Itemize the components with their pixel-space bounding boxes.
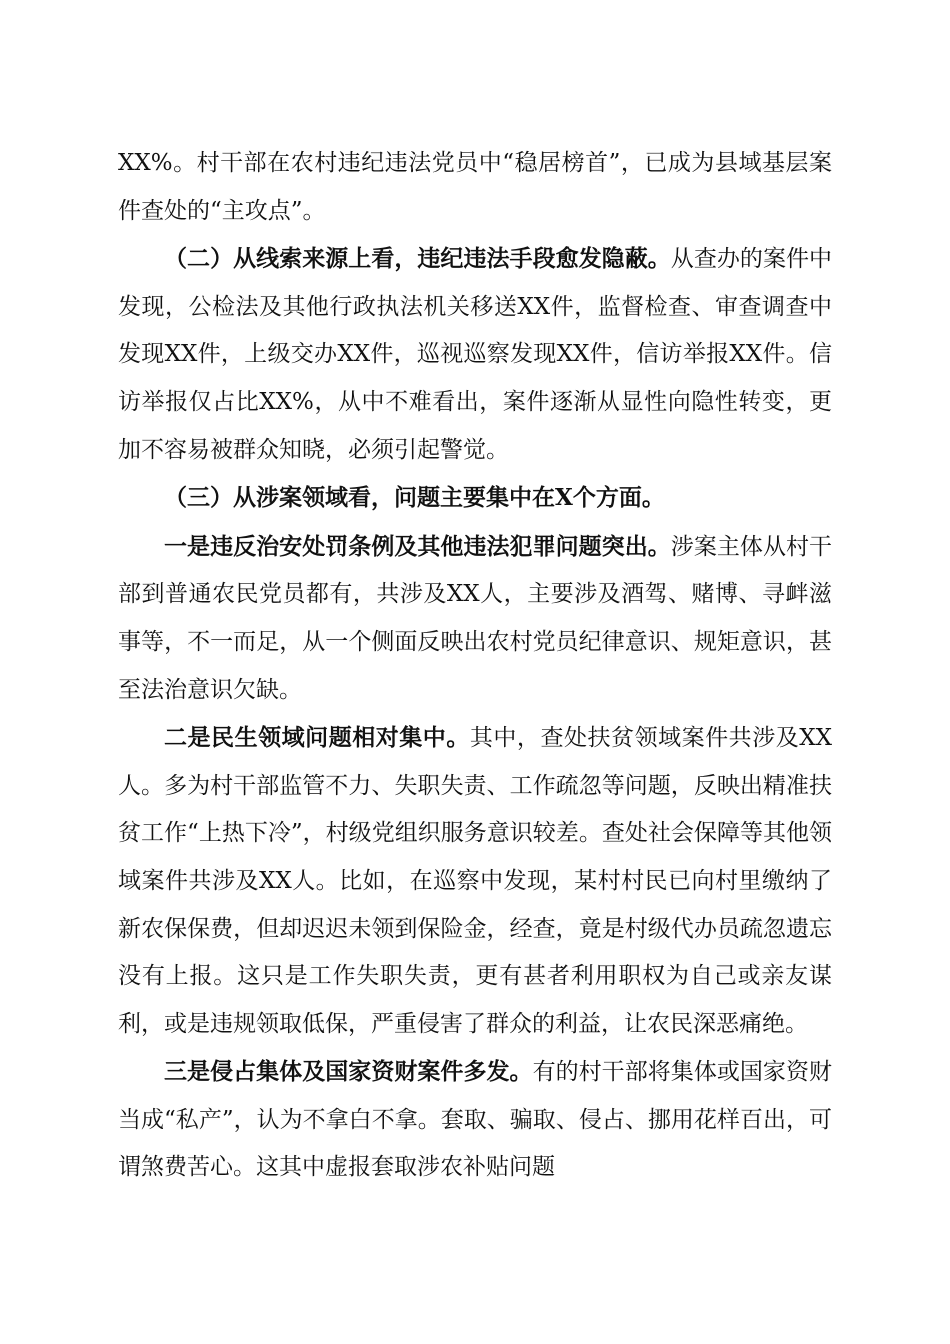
paragraph-point-two <box>118 714 832 1048</box>
section-heading-3: （三）从涉案领域看，问题主要集中在X个方面。 <box>164 484 665 512</box>
paragraph-text: 涉案主体从村干部到普通农民党员都有，共涉及XX人，主要涉及酒驾、赌博、寻衅滋事等，不一而足，从一个侧面反映出农村党员纪律意识、规矩意识，甚至法治意识欠缺。 <box>118 533 833 703</box>
point-heading-3: 三是侵占集体及国家资财案件多发。 <box>164 1058 533 1086</box>
paragraph-text: 从查办的案件中发现，公检法及其他行政执法机关移送XX件，监督检查、审查调查中发现XX件，上级交办XX件，巡视巡察发现XX件，信访举报XX件。信访举报仅占比XX%，从中不难看出，案件逐渐从显性向隐性转变，更加不容易被群众知晓，必须引起警觉。 <box>118 246 833 463</box>
paragraph-text: 其中，查处扶贫领域案件共涉及XX人。多为村干部监管不力、失职失责、工作疏忽等问题，反映出精准扶贫工作“上热下冷”，村级党组织服务意识较差。查处社会保障等其他领域案件共涉及XX人。比如，在巡察中发现，某村村民已向村里缴纳了新农保保费，但却迟迟未领到保险金，经查，竟是村级代办员疏忽遗忘没有上报。这只是工作失职失责，更有甚者利用职权为自己或亲友谋利，或是违规领取低保，严重侵害了群众的利益，让农民深恶痛绝。 <box>118 725 833 1037</box>
paragraph-source-of-clues <box>118 235 832 474</box>
paragraph-continuation <box>118 140 832 235</box>
section-heading-2: （二）从线索来源上看，违纪违法手段愈发隐蔽。 <box>164 245 671 273</box>
paragraph-text: 有的村干部将集体或国家资财当成“私产”，认为不拿白不拿。套取、骗取、侵占、挪用花样百出，可谓煞费苦心。这其中虚报套取涉农补贴问题 <box>118 1059 833 1181</box>
paragraph-point-three <box>118 1048 832 1192</box>
paragraph-text: XX%。村干部在农村违纪违法党员中“稳居榜首”，已成为县域基层案件查处的“主攻点”。 <box>118 150 832 224</box>
paragraph-case-domains <box>118 474 832 523</box>
document-body <box>118 140 832 1192</box>
point-heading-2: 二是民生领域问题相对集中。 <box>164 724 470 752</box>
paragraph-point-one <box>118 523 832 714</box>
point-heading-1: 一是违反治安处罚条例及其他违法犯罪问题突出。 <box>164 532 671 560</box>
